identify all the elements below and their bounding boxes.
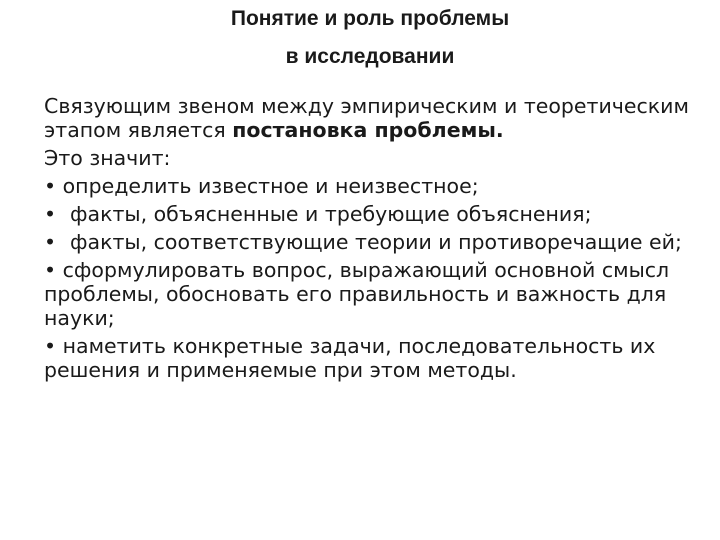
list-item (44, 230, 694, 254)
bullet-mark: • (44, 334, 57, 358)
list-item (44, 202, 694, 226)
meaning-label: Это значит: (44, 146, 171, 170)
list-item-text: наметить конкретные задачи, последовательность их решения и применяемые при этом методы. (44, 334, 656, 382)
slide-body (44, 94, 694, 382)
list-item (44, 174, 694, 198)
list-item-text: сформулировать вопрос, выражающий основной смысл проблемы, обосновать его правильность и важность для науки; (44, 258, 670, 330)
list-item-text: факты, объясненные и требующие объяснения; (70, 202, 592, 226)
bullet-mark: • (44, 258, 57, 282)
bullet-mark: • (44, 202, 57, 226)
intro-emphasis: постановка проблемы. (232, 118, 504, 142)
bullet-mark: • (44, 230, 57, 254)
title-line-1: Понятие и роль проблемы (230, 7, 510, 30)
title-line-2: в исследовании (285, 45, 455, 68)
bullet-mark: • (44, 174, 57, 198)
slide-title (180, 0, 560, 76)
intro-text: Связующим звеном между эмпирическим и теоретическим этапом является (44, 94, 689, 142)
list-item (44, 334, 694, 382)
list-item-text: факты, соответствующие теории и противоречащие ей; (70, 230, 682, 254)
intro-paragraph (44, 94, 694, 142)
list-item-text: определить известное и неизвестное; (62, 174, 479, 198)
list-item (44, 258, 694, 330)
